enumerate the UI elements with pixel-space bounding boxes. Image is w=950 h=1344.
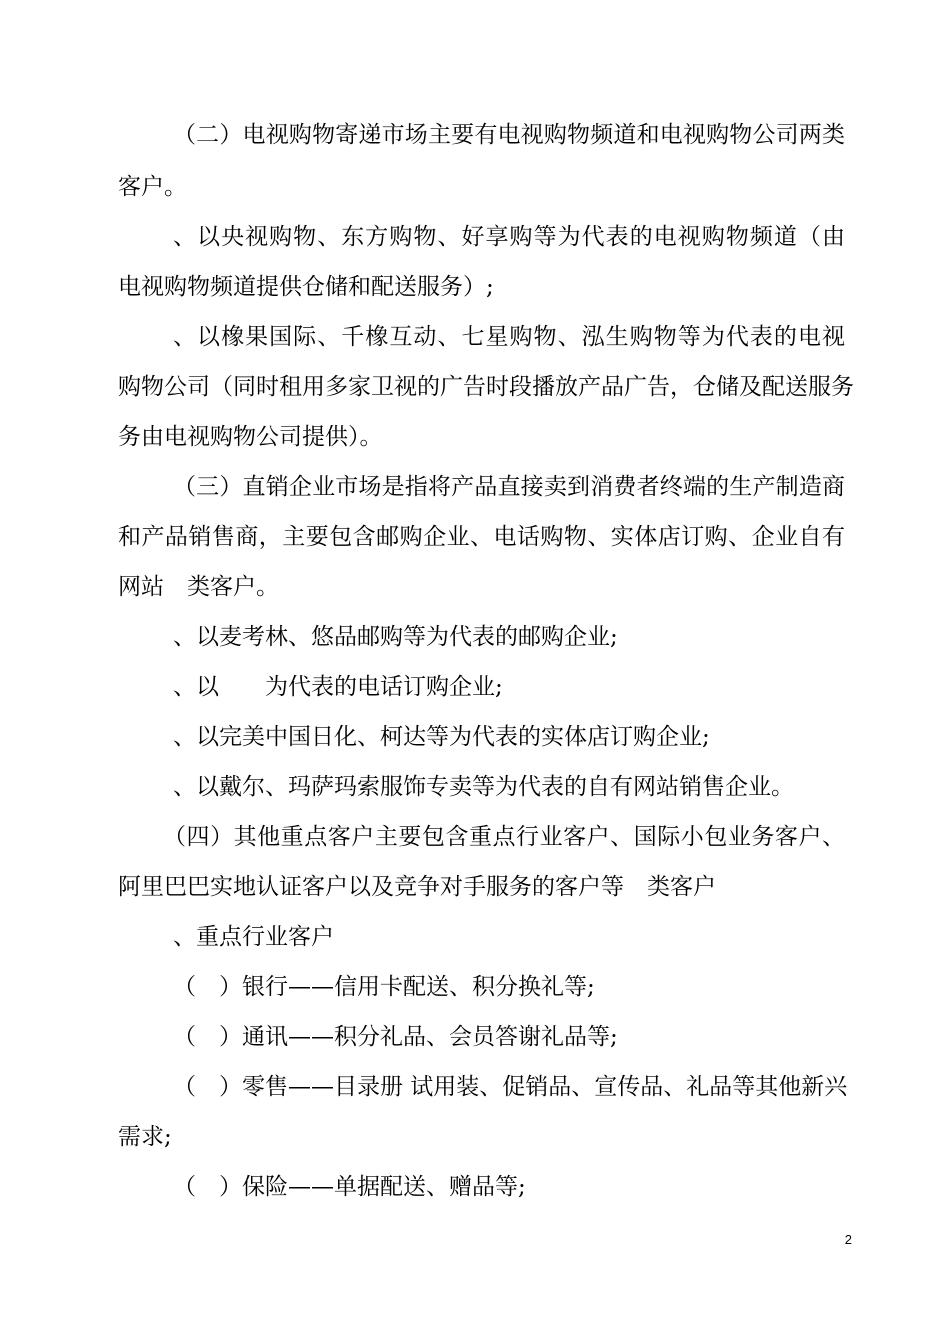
paragraph-line: 、以央视购物、东方购物、好享购等为代表的电视购物频道（由 [173, 224, 845, 250]
paragraph-line: 客户。 [118, 174, 187, 200]
paragraph-line: 购物公司（同时租用多家卫视的广告时段播放产品广告，仓储及配送服务 [118, 374, 854, 400]
paragraph-line: 阿里巴巴实地认证客户以及竞争对手服务的客户等 类客户 [118, 874, 716, 900]
paragraph-line: 需求; [118, 1124, 172, 1150]
paragraph-line: （ ）零售——目录册 试用装、促销品、宣传品、礼品等其他新兴 [173, 1074, 848, 1100]
paragraph-line: 电视购物频道提供仓储和配送服务）; [118, 274, 494, 300]
paragraph-line: （ ）保险——单据配送、赠品等; [173, 1174, 526, 1200]
paragraph-line: 、重点行业客户 [173, 924, 334, 950]
paragraph-line: （四）其他重点客户主要包含重点行业客户、国际小包业务客户、 [163, 824, 845, 850]
paragraph-line: （二）电视购物寄递市场主要有电视购物频道和电视购物公司两类 [173, 122, 845, 148]
paragraph-line: 务由电视购物公司提供）。 [118, 424, 383, 450]
paragraph-line: （ ）银行——信用卡配送、积分换礼等; [173, 974, 595, 1000]
paragraph-line: 、以完美中国日化、柯达等为代表的实体店订购企业; [173, 724, 710, 750]
paragraph-line: 和产品销售商，主要包含邮购企业、电话购物、实体店订购、企业自有 [118, 524, 845, 550]
paragraph-line: 、以 为代表的电话订购企业; [173, 674, 503, 700]
paragraph-line: 、以橡果国际、千橡互动、七星购物、泓生购物等为代表的电视 [173, 324, 845, 350]
paragraph-line: 网站 类客户。 [118, 574, 279, 600]
page-number: 2 [844, 1232, 852, 1247]
paragraph-line: 、以麦考林、悠品邮购等为代表的邮购企业; [173, 624, 618, 650]
paragraph-line: （ ）通讯——积分礼品、会员答谢礼品等; [173, 1024, 618, 1050]
paragraph-line: 、以戴尔、玛萨玛索服饰专卖等为代表的自有网站销售企业。 [173, 774, 794, 800]
paragraph-line: （三）直销企业市场是指将产品直接卖到消费者终端的生产制造商 [173, 474, 845, 500]
